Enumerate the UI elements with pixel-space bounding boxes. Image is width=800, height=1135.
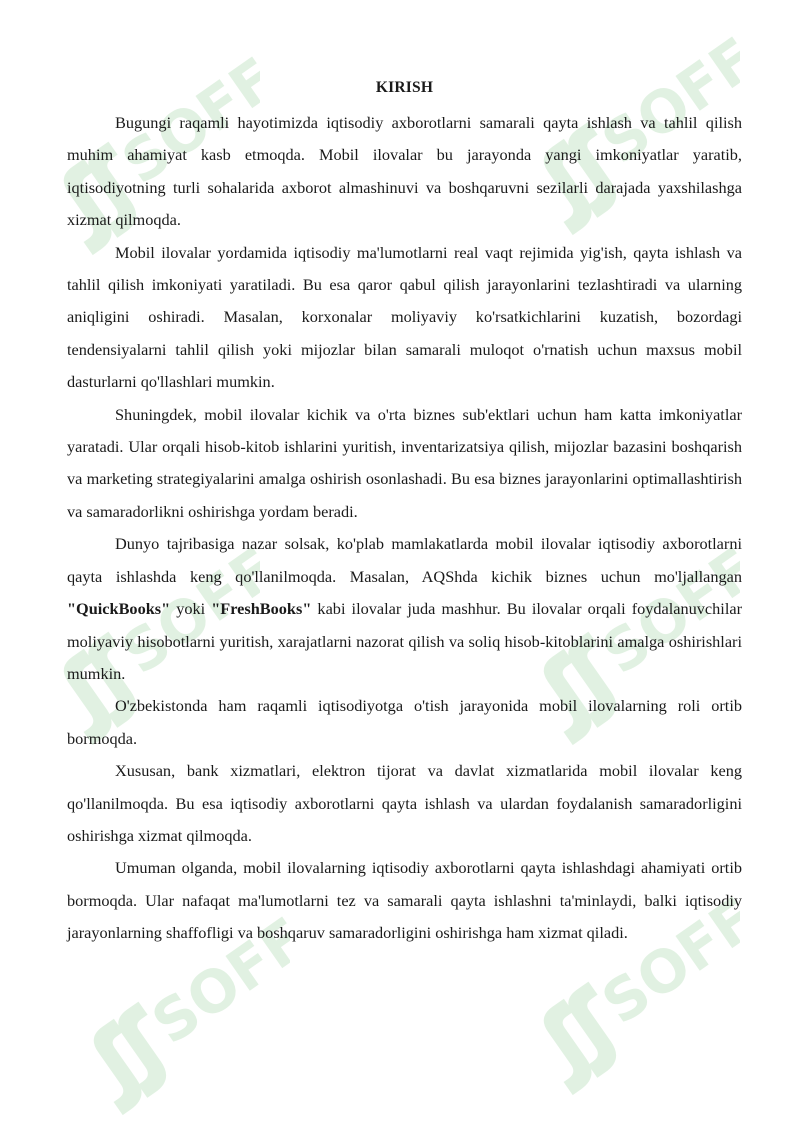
paragraph-world-experience: [67, 528, 742, 690]
svg-text:SOFF: SOFF: [139, 904, 290, 1058]
svg-text:SOFF: SOFF: [109, 44, 260, 198]
svg-text:SOFF: SOFF: [589, 24, 740, 178]
app-name-quickbooks: "QuickBooks": [67, 599, 171, 619]
paragraph-text-segment: kabi ilovalar juda mashhur. Bu ilovalar orqali foydalanuvchilar moliyaviy hisobotlarni yuritish, xarajatlarni nazorat qilish va soliq hisob-kitoblarini amalga oshirishlari mumkin.: [67, 599, 742, 683]
section-title: KIRISH: [375, 79, 434, 96]
paragraph-uzbekistan: O'zbekistonda ham raqamli iqtisodiyotga o'tish jarayonida mobil ilovalarning roli ortib bormoqda.: [67, 696, 742, 748]
paragraph-conclusion: Umuman olganda, mobil ilovalarning iqtisodiy axborotlarni qayta ishlashdagi ahamiyati ortib bormoqda. Ular nafaqat ma'lumotlarni tez va samarali qayta ishlashni ta'minlaydi, balki iqtisodiy jarayonlarning shaffofligi va boshqaruv samaradorligini oshirishga ham xizmat qiladi.: [67, 858, 742, 943]
paragraph-realtime-data: Mobil ilovalar yordamida iqtisodiy ma'lumotlarni real vaqt rejimida yig'ish, qayta ishlash va tahlil qilish imkoniyati yaratiladi. Bu esa qaror qabul qilish jarayonlarini tezlashtiradi va ularning aniqligini oshiradi. Masalan, korxonalar moliyaviy ko'rsatkichlarini kuzatish, bozordagi tendensiyalarni tahlil qilish yoki mijozlar bilan samarali muloqot o'rnatish uchun maxsus mobil dasturlarni qo'llashlari mumkin.: [67, 242, 742, 392]
svg-text:SOFF: SOFF: [589, 534, 740, 688]
paragraph-small-business: Shuningdek, mobil ilovalar kichik va o'rta biznes sub'ektlari uchun ham katta imkoniyatlar yaratadi. Ular orqali hisob-kitob ishlarini yuritish, inventarizatsiya qilish, mijozlar bazasini boshqarish va marketing strategiyalarini amalga oshirish osonlashadi. Bu esa biznes jarayonlarini optimallashtirish va samaradorlikni oshirishga yordam beradi.: [67, 404, 742, 521]
svg-text:SOFF: SOFF: [589, 884, 740, 1038]
paragraph-services: Xususan, bank xizmatlari, elektron tijorat va davlat xizmatlarida mobil ilovalar keng qo'llanilmoqda. Bu esa iqtisodiy axborotlarni qayta ishlash va ulardan foydalanish samaradorligini oshirishga xizmat qilmoqda.: [67, 761, 742, 845]
svg-text:SOFF: SOFF: [109, 534, 260, 688]
paragraph-text-segment: yoki: [170, 599, 212, 619]
app-name-freshbooks: "FreshBooks": [211, 599, 312, 619]
document-page: [67, 75, 742, 950]
paragraph-text-segment: Dunyo tajribasiga nazar solsak, ko'plab mamlakatlarda mobil ilovalar iqtisodiy axborotlarni qayta ishlashda keng qo'llanilmoqda. Masalan, AQShda kichik biznes uchun mo'ljallangan: [67, 534, 742, 586]
paragraph-intro: Bugungi raqamli hayotimizda iqtisodiy axborotlarni samarali qayta ishlash va tahlil qilish muhim ahamiyat kasb etmoqda. Mobil ilovalar bu jarayonda yangi imkoniyatlar yaratib, iqtisodiyotning turli sohalarida axborot almashinuvi va boshqaruvni sezilarli darajada yaxshilashga xizmat qilmoqda.: [67, 113, 742, 230]
